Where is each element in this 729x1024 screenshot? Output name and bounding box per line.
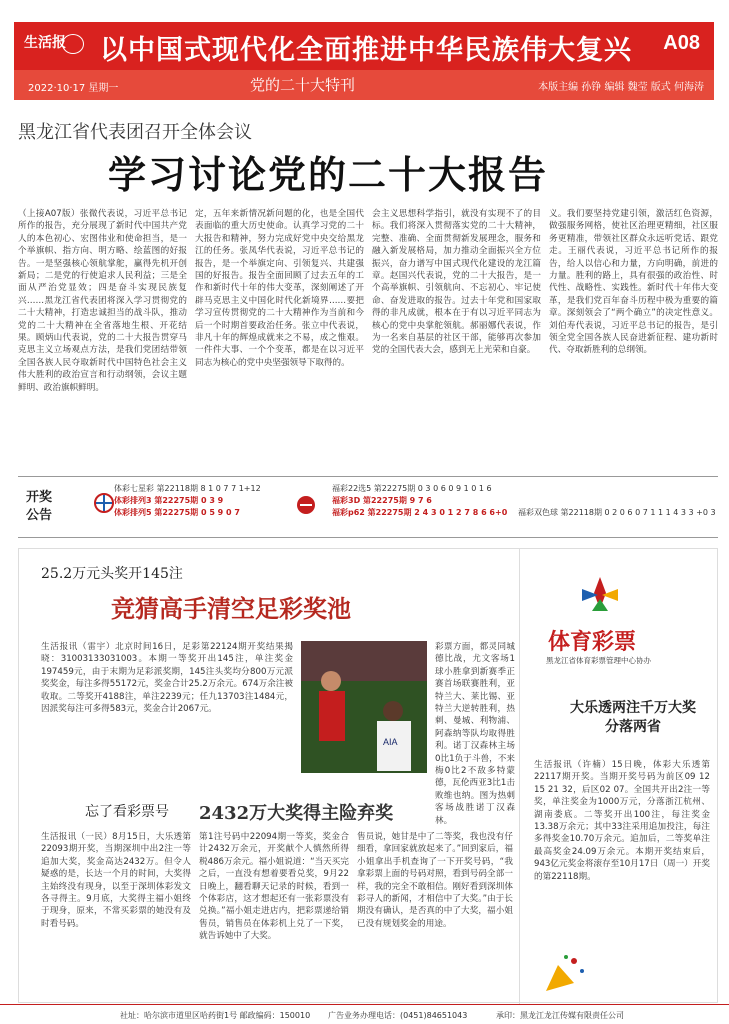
- masthead-subbar: [14, 70, 714, 100]
- logo-emblem-icon: [62, 34, 84, 54]
- sports-lottery-section: [18, 548, 718, 1003]
- sports-headline: 竞猜高手清空足彩奖池: [111, 594, 351, 623]
- sports-kicker: 25.2万元头奖开145注: [41, 566, 183, 582]
- sports-body-1: 生活报讯（雷宇）北京时间16日，足彩第22124期开奖结果揭晓：31003133031003。本期一等奖开出145注，单注奖金197459元，由于末期为足彩派奖期，145注头奖均分800万元派奖奖金，每注多得55172元，奖金合计25.2万余元。674万余注被收取。二等奖开4188注，单注2239元；任九13703注1484元，因派奖每注可多得583元，奖金合计2067元。: [41, 642, 293, 715]
- article-column-3: 会主义思想科学指引，就没有实现不了的目标。我们将深入贯彻落实党的二十大精神，完整、准确、全面贯彻新发展理念，服务和融入新发展格局，加力推动全面振兴全方位振兴，奋力谱写中国式现代化建设的龙江篇章。赵国兴代表说，党的二十大报告，是一个高举旗帜、引领航向、不忘初心、牢记使命、奋发进取的报告。过去十年党和国家取得的非凡成就，根本在于有以习近平同志为核心的党中央掌舵领航。郝丽娜代表说，作为一名来自基层的社区干部，能够再次参加党的全国代表大会，感到无上光荣和自豪。: [372, 209, 541, 356]
- lottery-announcement: [18, 476, 718, 538]
- lottery-block-ssq: [518, 507, 716, 519]
- football-match-photo: [301, 641, 427, 773]
- article-column-4: 义。我们要坚持党建引领，激活红色资源，做强服务网格，使社区治理更精细，社区服务更精准，带领社区群众永远听党话、跟党走。王丽代表说，习近平总书记所作的报告，给人以信心和力量，方向明确，前进的力量。胜利的路上，具有很强的政治性、时代性、战略性、实践性。新时代十年伟大变革，是我们党百年奋斗历程中极为重要的篇章。深刻领会了“两个确立”的决定性意义。刘伯寿代表说，习近平总书记的报告，是引领全党全国各族人民奋进新征程、建功新时代、夺取新胜利的总纲领。: [549, 209, 718, 356]
- lottery-result: 福彩p62 第22275期 2 4 3 0 1 2 7 8 6 6+0: [332, 508, 508, 517]
- footer-address: 社址：哈尔滨市道里区哈药街1号 邮政编码：150010: [120, 1011, 311, 1020]
- special-edition-label: 党的二十大特刊: [250, 76, 356, 94]
- sports-sub-kicker: 忘了看彩票号: [85, 804, 169, 820]
- sports-body-3: 生活报讯（一民）8月15日，大乐透第22093期开奖，当期深圳中出2注一等追加大奖，奖金高达2432万。但令人疑惑的是，长达一个月的时间，大奖得主始终没有现身，以至于深圳体彩发文各寻得主。9月底，大奖得主福小姐终于现身，原来，不常买彩票的她没有及时看号码。: [41, 832, 191, 929]
- article-body: [18, 208, 718, 466]
- masthead-title: 以中国式现代化全面推进中华民族伟大复兴: [100, 35, 632, 66]
- article-column-2: 定，五年来新情况新问题的化，也是全国代表面临的重大历史使命。认真学习党的二十大报告和精神，努力完成好党中央交给黑龙江的任务。张凤华代表说，习近平总书记的报告，是一个举旗定向、引领复兴、共建强国的好报告。报告全面回顾了过去五年的工作和新时代十年的伟大变革，深刻阐述了开辟马克思主义中国化时代化新境界……要把学习宣传贯彻党的二十大精神作为当前和今后一个时期首要政治任务。张立中代表说，非凡十年的辉煌成就来之不易，成之惟艰。一件件大事、一个个变革，都是在以习近平同志为核心的党中央坚强领导下取得的。: [195, 209, 364, 368]
- masthead: [14, 22, 714, 100]
- sports-body-5: 售员说，她甘是中了二等奖，我也没有仔细看，拿回家就放起来了。”回到家后，福小姐拿出手机查询了一下开奖号码，“我拿彩票上面的号码对照，看到号码全部一样，我的完全不敢相信。刚好看到深圳体彩寻人的新闻，才相信中了大奖。”由于长期没有确认，是否真的中了大奖，福小姐已没有规划奖金的用途。: [357, 832, 513, 929]
- side-body: 生活报讯（许楠）15日晚，体彩大乐透第22117期开奖。当期开奖号码为前区09 12 15 21 32，后区02 07。全国共开出2注一等奖，单注奖金为1000万元，分落浙江杭州、湖南娄底。二等奖开出100注，每注奖金13.38万余元；其中33注采用追加投注，每注多得奖金10.70万余元。追加后，二等奖单注最高奖金24.09万余元。本期开奖结束后，943亿元奖金将滚存至10月17日（周一）开奖的第22118期。: [534, 760, 710, 882]
- lottery-label: [26, 489, 52, 525]
- side-brand: 体育彩票: [548, 629, 637, 655]
- jersey-sponsor-text: AIA: [383, 737, 398, 747]
- party-popper-icon: [538, 951, 588, 999]
- footer-ad: 广告业务办理电话：(0451)84651043: [328, 1011, 468, 1020]
- page-code: A08: [663, 32, 700, 54]
- lottery-result: 福彩22选5 第22275期 0 3 0 6 0 9 1 0 1 6: [332, 484, 492, 493]
- welfare-lottery-logo-icon: [286, 489, 326, 529]
- editor-credits: 本版主编 孙铮 编辑 魏莹 版式 何海涛: [538, 82, 704, 93]
- issue-date: 2022·10·17 星期一: [28, 83, 119, 94]
- lottery-label-line1: 开奖: [26, 490, 53, 505]
- article-kicker: 黑龙江省代表团召开全体会议: [18, 122, 252, 143]
- sports-sub-headline: 2432万大奖得主险弃奖: [199, 803, 394, 824]
- sports-body-4: 第1注号码中22094期一等奖，奖金合计2432万余元，开奖献个人慎然所得税486万余元。福小姐说道：“当天买完之后，一直没有想着要看兑奖，9月22日晚上，翻看聊天记录的时候，看到一个体彩店，这才想起还有一张彩票没有兑换。”福小姐走进店内，把彩票递给销售员，销售员在体彩机上兑了一下奖，就告诉她中了大奖。: [199, 832, 349, 942]
- article-headline: 学习讨论党的二十大报告: [108, 152, 549, 197]
- side-headline: 大乐透两注千万大奖分落两省: [570, 700, 696, 735]
- sidebar-tc: [519, 549, 719, 1004]
- lottery-block-fc: [332, 483, 507, 519]
- sports-body-2: 彩票方面，都灵同城德比战，尤文客场1球小胜拿到新赛季正赛首场联赛胜利，亚特兰大、莱比锡、亚特兰大逆转胜利，热刺、曼城、利物浦、阿森纳等队均取得胜利。诺丁汉森林主场0比1负于斗兽，不来梅0比2不敌多特蒙德，瓦伦西亚3比1击败维也纳。图为热刺客场战胜诺丁汉森林。: [435, 642, 515, 826]
- lottery-result: 福彩3D 第22275期 9 7 6: [332, 496, 432, 505]
- football-players-image: [301, 641, 427, 773]
- lottery-result: 福彩双色球 第22118期 0 2 0 6 0 7 1 1 1 4 3 3 +0 3: [518, 508, 716, 517]
- lottery-block-tc: [114, 483, 261, 519]
- side-brand-sub: 黑龙江省体育彩票管理中心协办: [546, 656, 651, 665]
- lottery-label-line2: 公告: [26, 508, 53, 523]
- masthead-logo: 生活报: [24, 35, 66, 51]
- article-column-1: （上接A07版）张微代表说，习近平总书记所作的报告，充分展现了新时代中国共产党人的本色初心、宏图伟业和使命担当，是一个举旗帜、指方向、明方略、绘蓝图的好报告。一是坚强核心领航掌舵，赢得先机开创新局；二是党的行使追求人民利益；三是全面从严治党显效；四是奋斗实现民族复兴……黑龙江省代表团将深入学习贯彻党的二十大精神，打造忠诚担当的战斗队，推动党的二十大精神在全省落地生根、开花结果。顾炳山代表说，党的二十大报告贯穿马克思主义立场观点方法，是我们党团结带领全国各族人民夺取新时代中国特色社会主义伟大胜利的政治宣言和行动纲领，会议主题鲜明、政治旗帜鲜明。: [18, 209, 187, 393]
- sports-lottery-emblem-icon: [570, 569, 630, 621]
- page-footer: [0, 1004, 729, 1024]
- lottery-result: 体彩排列3 第22275期 0 3 9: [114, 496, 224, 505]
- footer-print: 承印：黑龙江龙江传媒有限责任公司: [496, 1011, 624, 1020]
- lottery-result: 体彩七星彩 第22118期 8 1 0 7 7 1+12: [114, 484, 261, 493]
- lottery-result: 体彩排列5 第22275期 0 5 9 0 7: [114, 508, 240, 517]
